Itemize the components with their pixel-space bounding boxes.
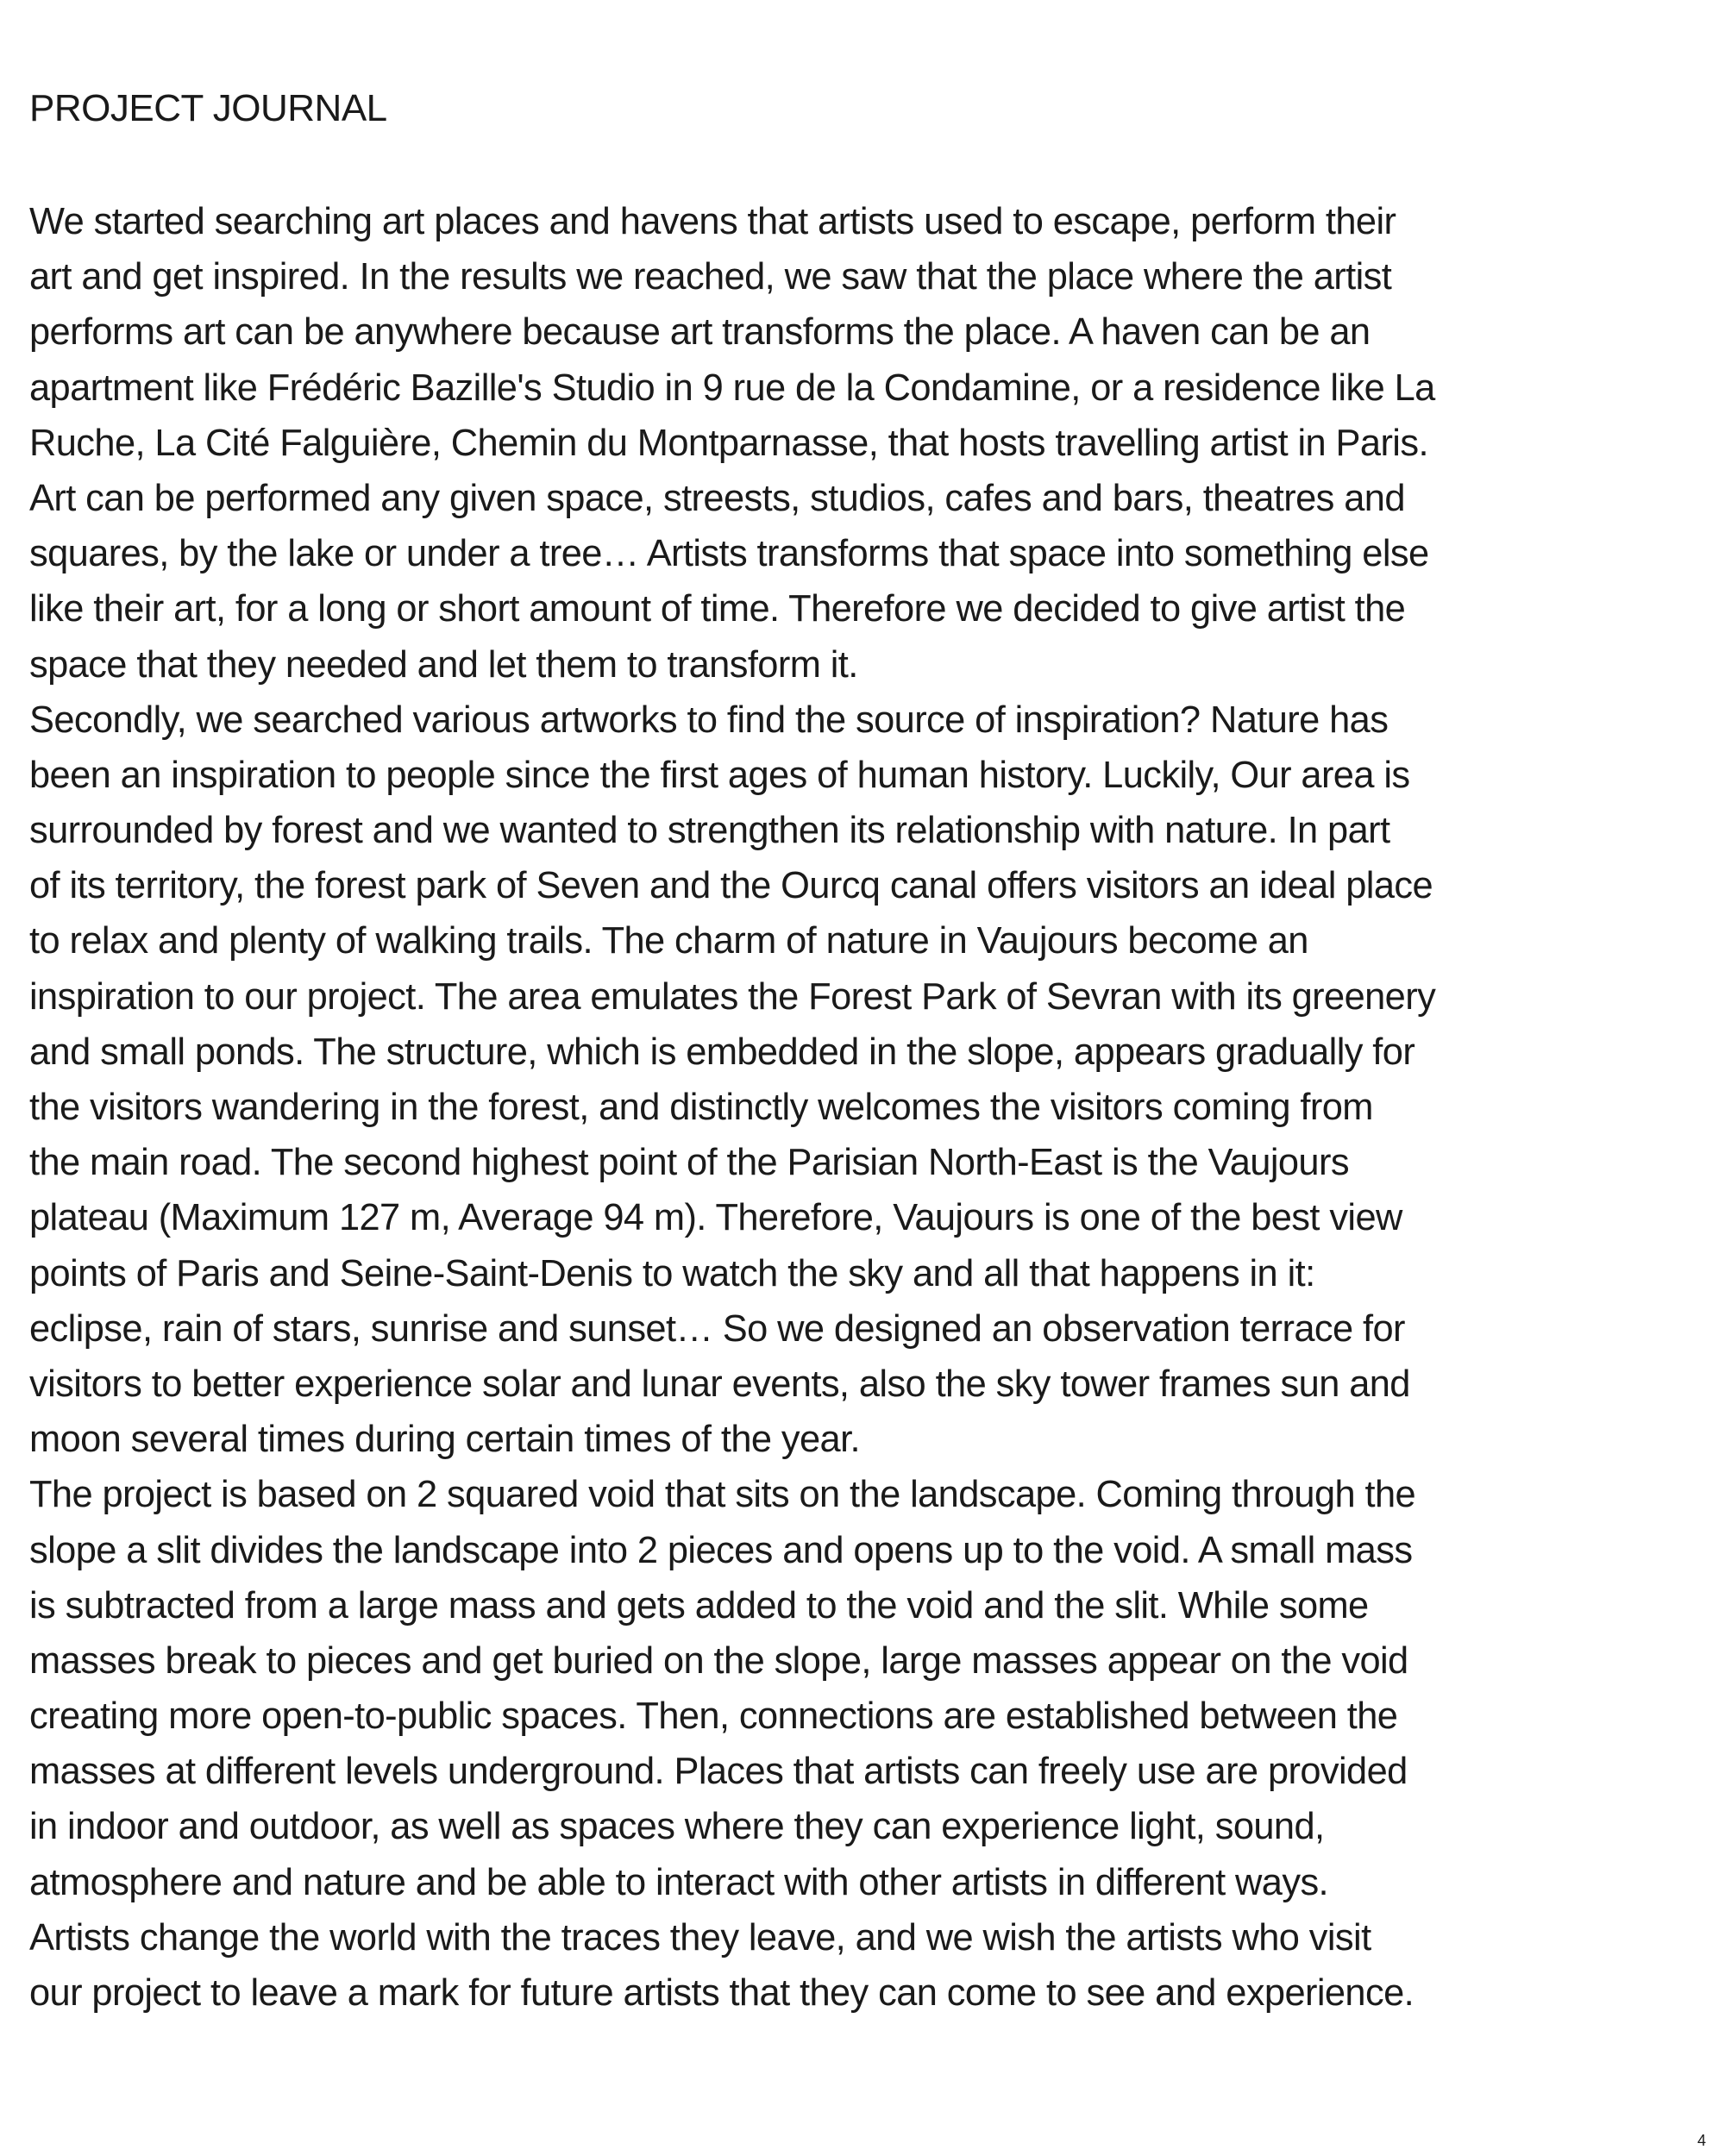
text-line: Art can be performed any given space, streests, studios, cafes and bars, theatres and (29, 477, 1405, 519)
text-line: slope a slit divides the landscape into 2 pieces and opens up to the void. A small mass (29, 1529, 1413, 1571)
text-line: atmosphere and nature and be able to interact with other artists in different ways. (29, 1861, 1329, 1903)
text-line: inspiration to our project. The area emulates the Forest Park of Sevran with its greenery (29, 975, 1436, 1018)
text-line: points of Paris and Seine-Saint-Denis to watch the sky and all that happens in it: (29, 1252, 1315, 1294)
text-line: squares, by the lake or under a tree… Artists transforms that space into something else (29, 533, 1429, 575)
text-line: plateau (Maximum 127 m, Average 94 m). Therefore, Vaujours is one of the best view (29, 1197, 1402, 1239)
page-heading: PROJECT JOURNAL (29, 87, 387, 129)
journal-body (29, 194, 1720, 2021)
text-line: The project is based on 2 squared void that sits on the landscape. Coming through the (29, 1474, 1416, 1516)
text-line: apartment like Frédéric Bazille's Studio in 9 rue de la Condamine, or a residence like La (29, 367, 1435, 409)
text-line: like their art, for a long or short amount of time. Therefore we decided to give artist the (29, 588, 1406, 630)
text-line: of its territory, the forest park of Seven and the Ourcq canal offers visitors an ideal place (29, 865, 1433, 907)
text-line: art and get inspired. In the results we reached, we saw that the place where the artist (29, 256, 1392, 298)
text-line: in indoor and outdoor, as well as spaces where they can experience light, sound, (29, 1806, 1325, 1848)
text-line: creating more open-to-public spaces. Then, connections are established between the (29, 1695, 1398, 1738)
text-line: visitors to better experience solar and lunar events, also the sky tower frames sun and (29, 1363, 1410, 1405)
page-number: 4 (1697, 2132, 1706, 2149)
text-line: performs art can be anywhere because art transforms the place. A haven can be an (29, 311, 1371, 354)
text-line: masses at different levels underground. Places that artists can freely use are provided (29, 1751, 1408, 1793)
text-line: We started searching art places and havens that artists used to escape, perform their (29, 201, 1396, 242)
text-line: been an inspiration to people since the first ages of human history. Luckily, Our area is (29, 754, 1410, 796)
text-line: and small ponds. The structure, which is embedded in the slope, appears gradually for (29, 1031, 1415, 1073)
text-line: space that they needed and let them to transform it. (29, 643, 858, 686)
text-line: our project to leave a mark for future artists that they can come to see and experience. (29, 1972, 1414, 2014)
text-line: Artists change the world with the traces they leave, and we wish the artists who visit (29, 1916, 1371, 1959)
text-line: surrounded by forest and we wanted to strengthen its relationship with nature. In part (29, 810, 1390, 852)
text-line: to relax and plenty of walking trails. The charm of nature in Vaujours become an (29, 920, 1308, 962)
text-line: moon several times during certain times of the year. (29, 1419, 861, 1461)
text-line: is subtracted from a large mass and gets added to the void and the slit. While some (29, 1584, 1369, 1626)
text-line: the visitors wandering in the forest, and distinctly welcomes the visitors coming from (29, 1087, 1373, 1128)
text-line: masses break to pieces and get buried on the slope, large masses appear on the void (29, 1639, 1408, 1682)
text-line: Secondly, we searched various artworks to find the source of inspiration? Nature has (29, 699, 1389, 741)
text-line: Ruche, La Cité Falguière, Chemin du Montparnasse, that hosts travelling artist in Paris. (29, 422, 1428, 464)
text-line: eclipse, rain of stars, sunrise and sunset… So we designed an observation terrace for (29, 1307, 1405, 1350)
text-line: the main road. The second highest point of the Parisian North-East is the Vaujours (29, 1142, 1349, 1184)
